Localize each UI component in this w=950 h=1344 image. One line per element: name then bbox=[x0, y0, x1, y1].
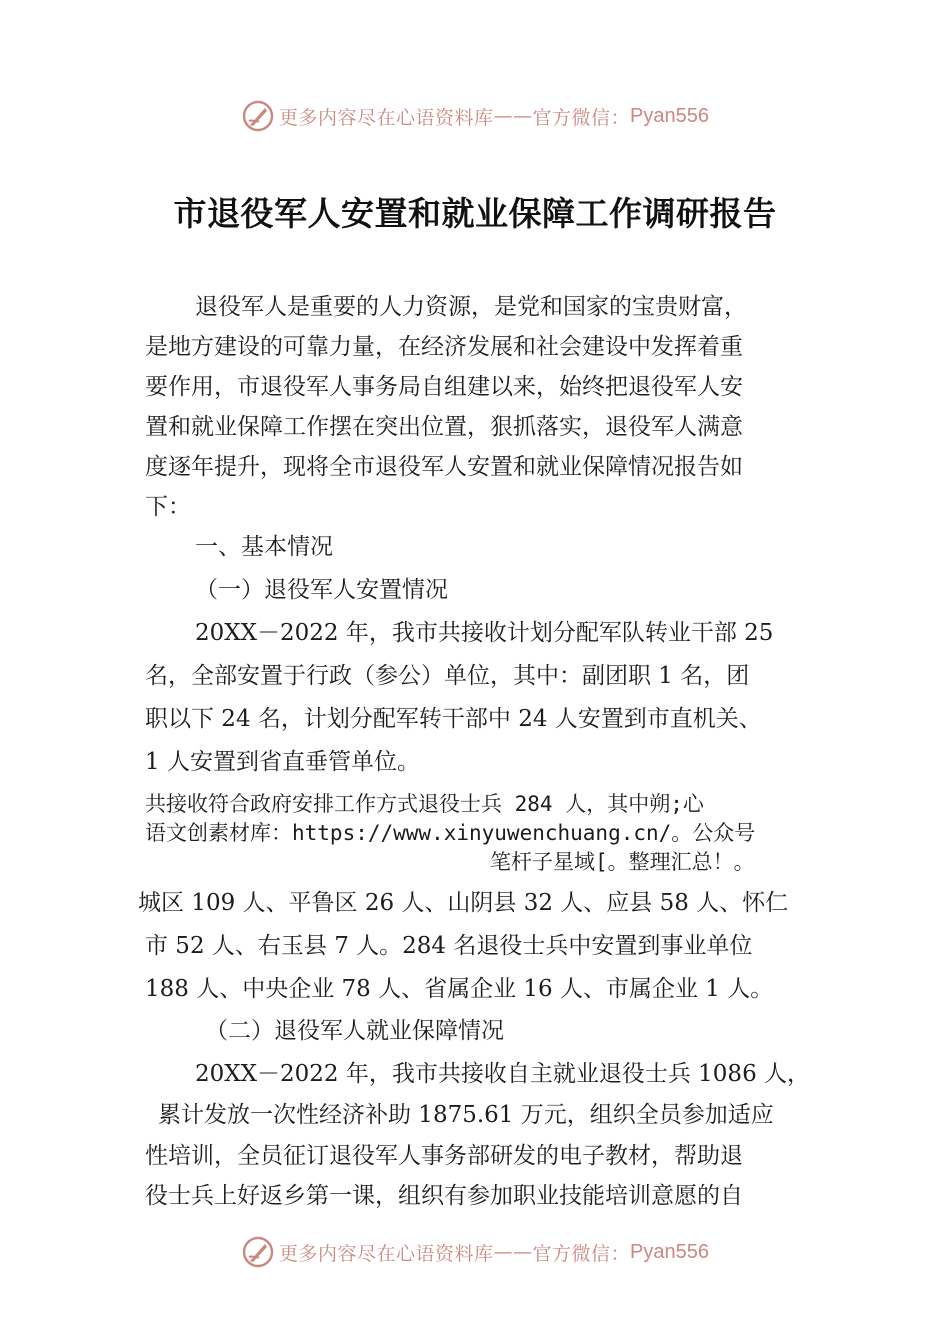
quill-logo-icon bbox=[241, 99, 275, 133]
body-line: 20XX－2022 年，我市共接收计划分配军队转业干部 25 bbox=[195, 620, 774, 646]
body-line: 名，全部安置于行政（参公）单位，其中：副团职 1 名，团 bbox=[145, 663, 750, 689]
body-line: 要作用，市退役军人事务局自组建以来，始终把退役军人安 bbox=[145, 374, 743, 400]
watermark-banner-top bbox=[0, 96, 950, 136]
watermark-dash: —— bbox=[493, 105, 533, 127]
body-line: 下： bbox=[145, 494, 191, 520]
body-line: 退役军人是重要的人力资源，是党和国家的宝贵财富， bbox=[195, 294, 747, 320]
body-line: 职以下 24 名，计划分配军转干部中 24 人安置到市直机关、 bbox=[145, 706, 762, 732]
section-heading: 一、基本情况 bbox=[195, 534, 333, 560]
body-line: 共接收符合政府安排工作方式退役士兵 284 人，其中朔;心 bbox=[145, 792, 704, 816]
body-line: 20XX－2022 年，我市共接收自主就业退役士兵 1086 人， bbox=[195, 1061, 811, 1087]
document-title: 市退役军人安置和就业保障工作调研报告 bbox=[173, 194, 777, 233]
body-line: 累计发放一次性经济补助 1875.61 万元，组织全员参加适应 bbox=[158, 1102, 774, 1128]
body-line: 市 52 人、右玉县 7 人。284 名退役士兵中安置到事业单位 bbox=[145, 933, 753, 959]
body-line: 188 人、中央企业 78 人、省属企业 16 人、市属企业 1 人。 bbox=[145, 976, 774, 1002]
body-line: 城区 109 人、平鲁区 26 人、山阴县 32 人、应县 58 人、怀仁 bbox=[138, 890, 789, 916]
quill-logo-icon bbox=[241, 1235, 275, 1269]
body-line: 役士兵上好返乡第一课，组织有参加职业技能培训意愿的自 bbox=[145, 1183, 743, 1209]
watermark-wechat-id: Pyan556 bbox=[630, 1240, 709, 1263]
body-line: 1 人安置到省直垂管单位。 bbox=[145, 749, 420, 775]
subsection-heading: （一）退役军人安置情况 bbox=[195, 577, 448, 603]
watermark-banner-bottom bbox=[0, 1232, 950, 1272]
watermark-site-text: 更多内容尽在心语资料库 bbox=[279, 106, 494, 129]
watermark-site-text: 更多内容尽在心语资料库 bbox=[279, 1242, 494, 1265]
watermark-wechat-label: 官方微信： bbox=[532, 1242, 631, 1265]
body-line: 性培训，全员征订退役军人事务部研发的电子教材，帮助退 bbox=[145, 1143, 743, 1169]
watermark-wechat-id: Pyan556 bbox=[630, 104, 709, 127]
watermark-dash: —— bbox=[493, 1241, 533, 1263]
subsection-heading: （二）退役军人就业保障情况 bbox=[205, 1018, 504, 1044]
body-line: 置和就业保障工作摆在突出位置，狠抓落实，退役军人满意 bbox=[145, 414, 743, 440]
body-line: 度逐年提升，现将全市退役军人安置和就业保障情况报告如 bbox=[145, 454, 743, 480]
body-line: 语文创素材库：https://www.xinyuwenchuang.cn/。公众号 bbox=[145, 821, 756, 845]
watermark-wechat-label: 官方微信： bbox=[532, 106, 631, 129]
body-line: 笔杆子星域[。整理汇总！。 bbox=[490, 850, 755, 874]
body-line: 是地方建设的可靠力量，在经济发展和社会建设中发挥着重 bbox=[145, 334, 743, 360]
